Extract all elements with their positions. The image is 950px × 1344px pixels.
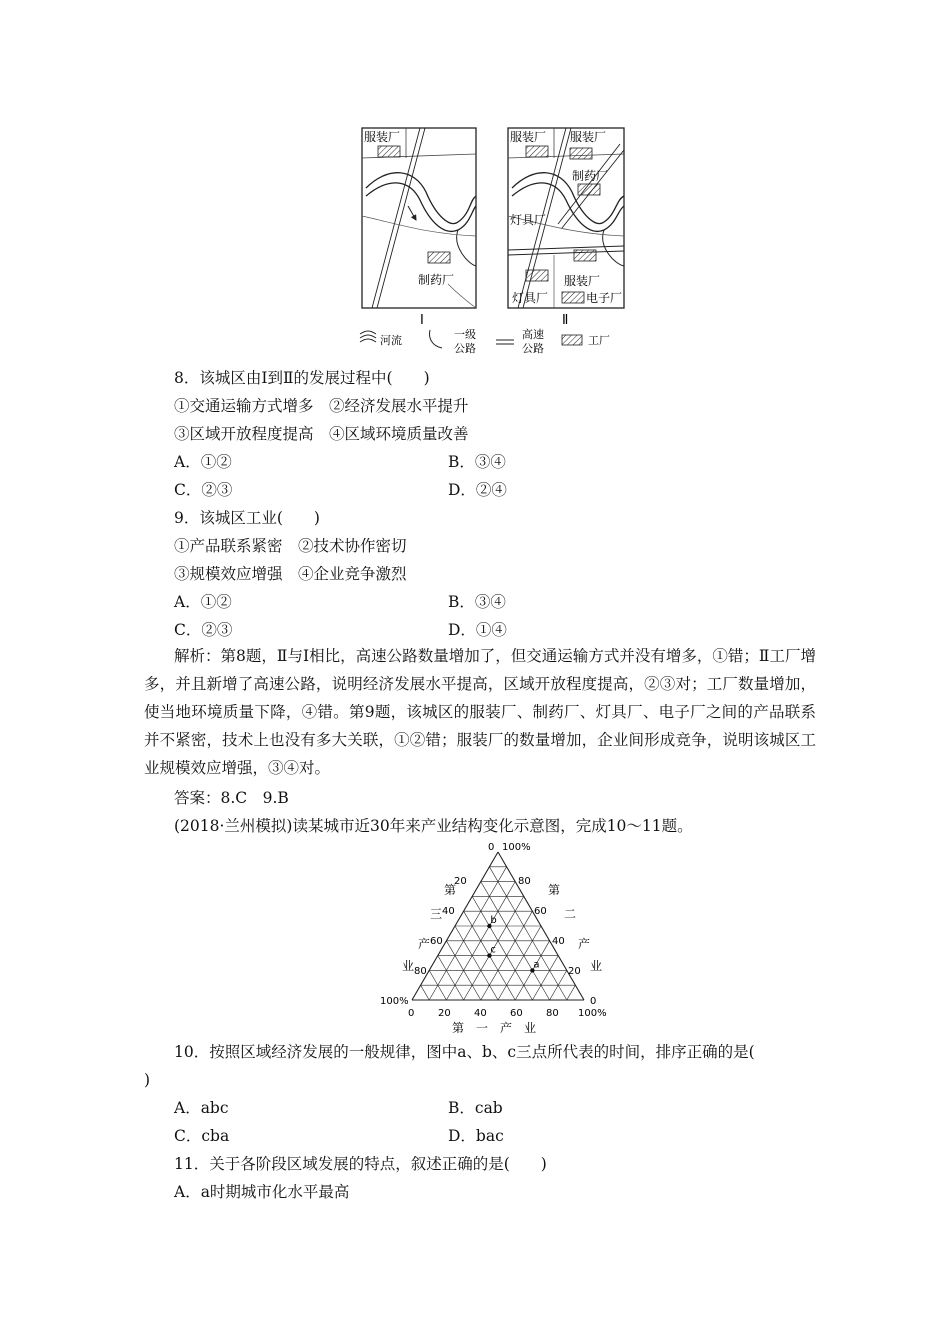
left-tick: 20: [454, 876, 467, 887]
bottom-tick: 80: [546, 1008, 559, 1019]
q10-stem: 10．按照区域经济发展的一般规律，图中a、b、c三点所代表的时间，排序正确的是(: [174, 1043, 755, 1061]
grid-line: [429, 867, 506, 1000]
data-point-label: b: [490, 915, 497, 926]
right-axis-char: 第: [548, 883, 561, 897]
legend-road-1: 一级: [454, 328, 476, 341]
left-tick: 40: [442, 906, 455, 917]
map2-factory-label: 灯具厂: [512, 291, 549, 305]
grid-line: [472, 896, 532, 1000]
q8-statement: ①交通运输方式增多 ②经济发展水平提升: [174, 397, 469, 415]
grid-line: [421, 985, 430, 1000]
left-tick: 60: [430, 936, 443, 947]
map-two: [508, 128, 624, 328]
right-axis-char: 二: [564, 907, 577, 921]
bottom-tick: 60: [510, 1008, 523, 1019]
city-maps-figure: [358, 124, 628, 360]
map2-factory-label: 制药厂: [572, 169, 609, 183]
map2-factory-label: 电子厂: [586, 291, 623, 305]
answer-line: 答案：8.C 9.B: [174, 789, 289, 807]
q8-statement: ③区域开放程度提高 ④区域环境质量改善: [174, 425, 469, 443]
bottom-axis-label: 第 一 产 业: [452, 1021, 537, 1035]
q10-option-c[interactable]: C．cba: [174, 1127, 230, 1145]
q9-stem: 9．该城区工业( ): [174, 509, 320, 527]
left-axis-char: 三: [430, 907, 443, 921]
q9-option-a[interactable]: A．①②: [174, 593, 232, 611]
bottom-tick: 40: [474, 1008, 487, 1019]
q10-option-a[interactable]: A．abc: [174, 1099, 229, 1117]
legend-river: 河流: [380, 334, 402, 347]
q9-option-b[interactable]: B．③④: [448, 593, 506, 611]
map-legend: [360, 327, 610, 355]
map2-factory-label: 灯具厂: [510, 213, 547, 227]
left-axis-char: 业: [402, 959, 415, 973]
left-axis-char: 第: [444, 883, 457, 897]
map1-factory-label: 制药厂: [418, 273, 455, 287]
map2-factory-label: 服装厂: [570, 130, 607, 144]
bottom-tick: 100%: [578, 1008, 607, 1019]
map2-factory-label: 服装厂: [510, 130, 547, 144]
q8-option-d[interactable]: D．②④: [448, 481, 507, 499]
q10-stem-end: ): [144, 1071, 151, 1089]
triangle-grid: [412, 852, 584, 1000]
q8-stem: 8．该城区由Ⅰ到Ⅱ的发展过程中( ): [174, 369, 430, 387]
right-tick: 60: [534, 906, 547, 917]
ternary-diagram: [372, 838, 607, 1036]
legend-highway-1: 高速: [522, 328, 544, 341]
map1-factory-label: 服装厂: [364, 130, 401, 144]
map2-factory-label: 服装厂: [564, 274, 601, 288]
top-tick: 0: [488, 842, 495, 853]
bottom-tick: 20: [438, 1008, 451, 1019]
q11-stem: 11．关于各阶段区域发展的特点，叙述正确的是( ): [174, 1155, 547, 1173]
grid-line: [438, 956, 464, 1000]
right-tick: 0: [590, 996, 597, 1007]
right-axis-char: 业: [590, 959, 603, 973]
top-tick: 100%: [502, 842, 531, 853]
q10-option-b[interactable]: B．cab: [448, 1099, 503, 1117]
legend-road-2: 公路: [454, 342, 476, 355]
q9-statement: ①产品联系紧密 ②技术协作密切: [174, 537, 407, 555]
data-point-label: a: [533, 959, 540, 971]
left-tick: 100%: [380, 996, 409, 1007]
q8-option-a[interactable]: A．①②: [174, 453, 232, 471]
left-axis-char: 产: [418, 937, 431, 951]
q9-option-c[interactable]: C．②③: [174, 621, 233, 639]
right-tick: 80: [518, 876, 531, 887]
q8-option-b[interactable]: B．③④: [448, 453, 506, 471]
left-tick: 80: [414, 966, 427, 977]
right-tick: 40: [552, 936, 565, 947]
legend-factory: 工厂: [588, 334, 610, 347]
q8-option-c[interactable]: C．②③: [174, 481, 233, 499]
intro-line: (2018·兰州模拟)读某城市近30年来产业结构变化示意图，完成10～11题。: [174, 817, 693, 835]
map2-label: Ⅱ: [562, 313, 569, 328]
data-point-label: c: [490, 944, 496, 956]
analysis-paragraph: 解析：第8题，Ⅱ与Ⅰ相比，高速公路数量增加了，但交通运输方式并没有增多，①错；Ⅱ工厂增多，并且新增了高速公路，说明经济发展水平提高，区域开放程度提高，②③对；工厂数量增加，使当地环境质量下降，④错。第9题，该城区的服装厂、制药厂、灯具厂、电子厂之间的产品联系并不紧密，技术上也没有多大关联，①②错；服装厂的数量增加，企业间形成竞争，说明该城区工业规模效应增强，③④对。: [144, 647, 816, 777]
grid-line: [455, 926, 498, 1000]
map1-label: Ⅰ: [420, 313, 424, 328]
right-tick: 20: [568, 966, 581, 977]
legend-highway-2: 公路: [522, 342, 544, 355]
grid-line: [567, 985, 576, 1000]
q9-statement: ③规模效应增强 ④企业竞争激烈: [174, 565, 407, 583]
right-axis-char: 产: [578, 937, 591, 951]
q9-option-d[interactable]: D．①④: [448, 621, 507, 639]
map-one: [362, 128, 476, 328]
q11-option-a[interactable]: A．a时期城市化水平最高: [174, 1183, 350, 1201]
bottom-tick: 0: [408, 1008, 415, 1019]
q10-option-d[interactable]: D．bac: [448, 1127, 504, 1145]
